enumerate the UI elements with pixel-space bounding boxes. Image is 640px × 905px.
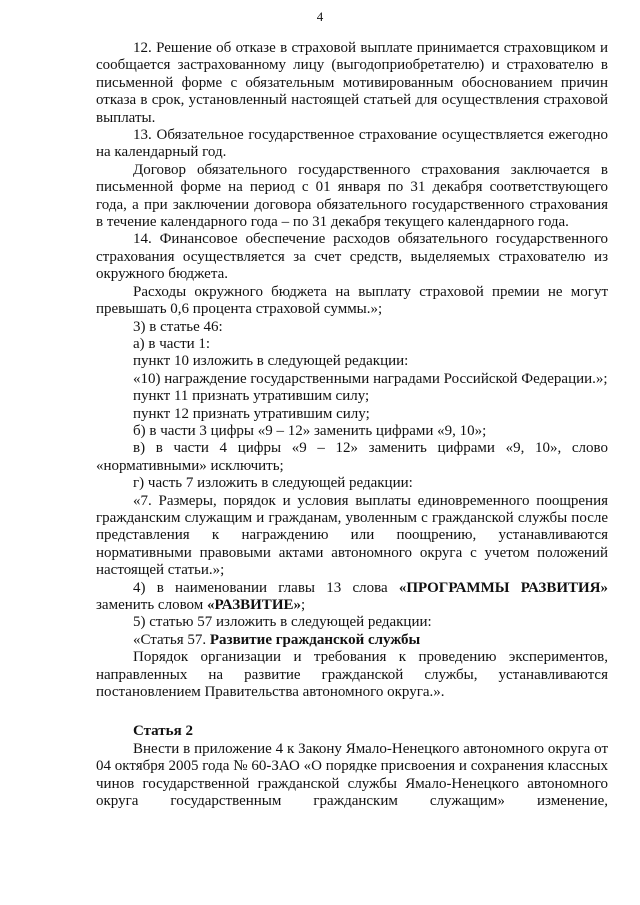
chapter13-text-after: ;	[301, 597, 306, 613]
paragraph-point10-intro: пункт 10 изложить в следующей редакции:	[133, 353, 409, 370]
paragraph-13-contract: Договор обязательного государственного страхования заключается в письменной форме на период с 01 января по 31 декабря соответствующего года, а при заключении договора обязательного государственного страхования в течение календарного года – по 31 декабря текущего календарного года.	[96, 161, 608, 231]
chapter13-old-title: «ПРОГРАММЫ РАЗВИТИЯ»	[398, 579, 608, 596]
paragraph-point11: пункт 11 признать утратившим силу;	[133, 388, 370, 405]
section-gap	[96, 701, 608, 723]
chapter13-text-before: 4) в наименовании главы 13 слова	[133, 579, 399, 596]
paragraph-article57-intro: 5) статью 57 изложить в следующей редакции:	[133, 614, 432, 631]
article57-heading	[96, 632, 608, 649]
paragraph-12: 12. Решение об отказе в страховой выплате принимается страховщиком и сообщается застрахованному лицу (выгодоприобретателю) и страхователю в письменной форме с обязательным мотивированным обоснованием причин отказа в срок, установленный настоящей статьей для осуществления страховой выплаты.	[96, 40, 608, 126]
paragraph-14: 14. Финансовое обеспечение расходов обязательного государственного страхования осуществляется за счет средств, выделяемых страхователю из окружного бюджета.	[96, 231, 608, 283]
paragraph-13: 13. Обязательное государственное страхование осуществляется ежегодно на календарный год.	[96, 127, 608, 161]
paragraph-part7-intro: г) часть 7 изложить в следующей редакции:	[133, 475, 413, 492]
article57-heading-title: Развитие гражданской службы	[209, 631, 421, 648]
paragraph-article46: 3) в статье 46:	[133, 318, 223, 335]
paragraph-point12: пункт 12 признать утратившим силу;	[133, 405, 370, 422]
document-body	[96, 40, 608, 810]
paragraph-part4: в) в части 4 цифры «9 – 12» заменить цифрами «9, 10», слово «нормативными» исключить;	[96, 440, 608, 474]
paragraph-part7-text: «7. Размеры, порядок и условия выплаты единовременного поощрения гражданским служащим и гражданам, уволенным с гражданской службы после представления к награждению или поощрению, устанавливаются нормативными правовыми актами автономного округа с учетом положений настоящей статьи.»;	[96, 492, 608, 579]
paragraph-chapter13	[96, 580, 608, 615]
chapter13-text-middle: заменить словом	[96, 597, 208, 613]
paragraph-article57-body: Порядок организации и требования к проведению экспериментов, направленных на развитие гражданской службы, устанавливаются постановлением Правительства автономного округа.».	[96, 649, 608, 701]
paragraph-part3: б) в части 3 цифры «9 – 12» заменить цифрами «9, 10»;	[133, 422, 487, 439]
article57-heading-prefix: «Статья 57.	[133, 631, 210, 648]
article2-heading: Статья 2	[133, 723, 193, 740]
paragraph-part1: а) в части 1:	[133, 335, 211, 352]
paragraph-14-expenses: Расходы окружного бюджета на выплату страховой премии не могут превышать 0,6 процента страховой суммы.»;	[96, 283, 608, 318]
page-number: 4	[316, 9, 324, 24]
paragraph-article2-body: Внести в приложение 4 к Закону Ямало-Ненецкого автономного округа от 04 октября 2005 года № 60-ЗАО «О порядке присвоения и сохранения классных чинов государственной гражданской службы Ямало-Ненецкого автономного округа государственным гражданским служащим» изменение,	[96, 740, 608, 810]
paragraph-point10-text: «10) награждение государственными наградами Российской Федерации.»;	[133, 370, 608, 387]
chapter13-new-title: «РАЗВИТИЕ»	[207, 597, 301, 613]
